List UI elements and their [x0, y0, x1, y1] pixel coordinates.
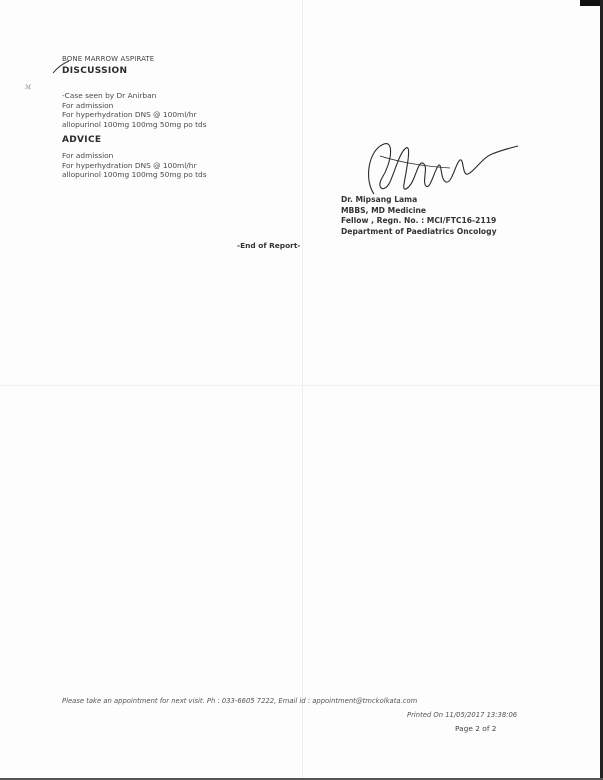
doctor-department: Department of Paediatrics Oncology	[341, 227, 497, 237]
paper-fold-horizontal	[0, 385, 603, 386]
section-label: BONE MARROW ASPIRATE	[62, 55, 155, 63]
end-of-report: -End of Report-	[237, 241, 301, 250]
advice-body	[62, 151, 207, 180]
discussion-line: allopurinol 100mg 100mg 50mg po tds	[62, 119, 207, 129]
doctor-qualification: MBBS, MD Medicine	[341, 205, 427, 215]
appointment-note: Please take an appointment for next visit. Ph : 033-6605 7222, Email id : appointment@tmckolkata.com	[62, 697, 418, 705]
advice-line: For hyperhydration DNS @ 100ml/hr	[62, 160, 197, 170]
paper-fold-vertical	[302, 0, 303, 780]
printed-on: Printed On 11/05/2017 13:38:06	[407, 711, 518, 719]
doctor-registration: Fellow , Regn. No. : MCI/FTC16-2119	[341, 216, 497, 226]
discussion-line: For admission	[62, 100, 114, 110]
discussion-line: For hyperhydration DNS @ 100ml/hr	[62, 110, 197, 120]
discussion-line: -Case seen by Dr Anirban	[62, 91, 157, 100]
discussion-heading: DISCUSSION	[62, 66, 128, 76]
doctor-name: Dr. Mipsang Lama	[341, 195, 418, 204]
margin-mark: ℳ	[25, 84, 32, 91]
advice-line: For admission	[62, 151, 114, 160]
advice-heading: ADVICE	[62, 135, 102, 145]
doctor-block	[341, 195, 497, 238]
page-number: Page 2 of 2	[455, 724, 497, 733]
scan-edge-top	[580, 0, 600, 6]
discussion-body	[62, 91, 207, 129]
advice-line: allopurinol 100mg 100mg 50mg po tds	[62, 170, 207, 180]
